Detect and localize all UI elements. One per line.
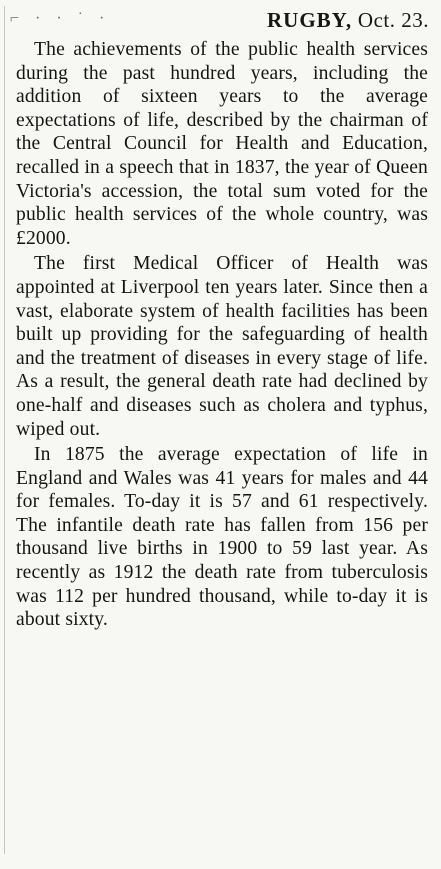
- print-marks: ⌐ · · ˙ ·: [10, 10, 111, 27]
- article-paragraph-3: In 1875 the average expectation of life in England and Wales was 41 years for males and 44 for females. To-day it is 57 and 61 respectively. The infantile death rate has fallen from 156 per thousand live births in 1900 to 59 last year. As recently as 1912 the death rate from tuberculosis was 112 per hundred thousand, while to-day it is about sixty.: [16, 444, 428, 631]
- article-paragraph-2: The first Medical Officer of Health was appointed at Liverpool ten years later. Since then a vast, elaborate system of health facilities has been built up providing for the safeguarding of health and the treatment of diseases in every stage of life. As a result, the general death rate had declined by one-half and diseases such as cholera and typhus, wiped out.: [16, 253, 428, 440]
- dateline-text: [267, 8, 429, 33]
- column-rule: [4, 6, 5, 854]
- article-body: [16, 38, 428, 634]
- dateline-place: RUGBY,: [267, 8, 353, 32]
- dateline-date: Oct. 23.: [357, 8, 429, 32]
- article-paragraph-1: The achievements of the public health services during the past hundred years, including the addition of sixteen years to the average expectations of life, described by the chairman of the Central Council for Health and Education, recalled in a speech that in 1837, the year of Queen Victoria's accession, the total sum voted for the public health services of the whole country, was £2000.: [16, 39, 428, 249]
- dateline: [0, 8, 441, 34]
